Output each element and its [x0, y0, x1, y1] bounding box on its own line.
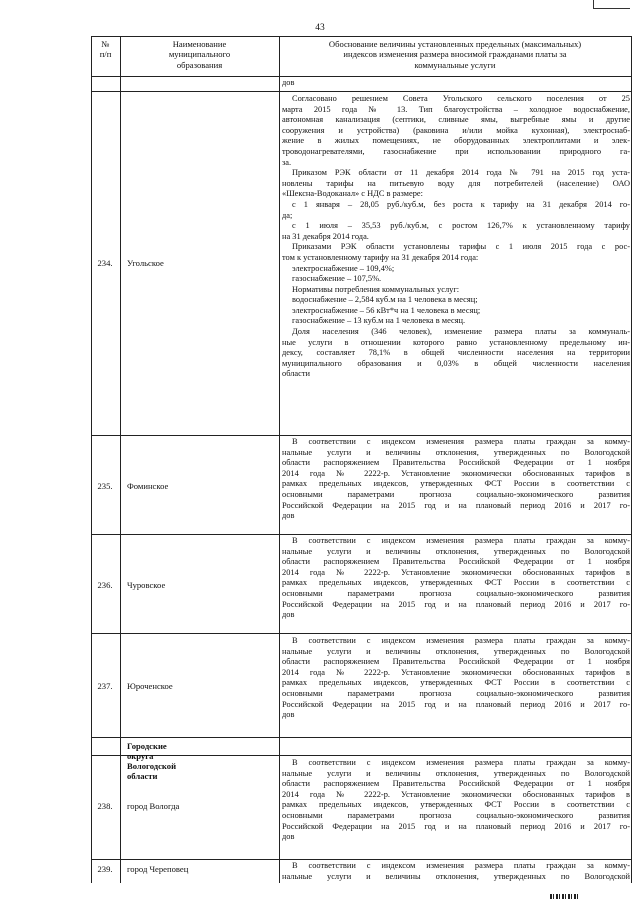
municipality-name: Чуровское: [127, 580, 166, 590]
text-line: 2014 года № 2222-р. Установление экономически обоснованных тарифов в: [282, 468, 630, 478]
header-name: Наименование муниципального образования: [168, 39, 231, 70]
text-line: да;: [282, 210, 293, 220]
basis-text: [282, 437, 630, 522]
text-line: 2014 года № 2222-р. Установление экономически обоснованных тарифов в: [282, 667, 630, 677]
municipality-name: город Череповец: [127, 864, 189, 874]
text-line: В соответствии с индексом изменения размера платы граждан за комму-: [292, 536, 630, 545]
text-line: Приказом РЭК области от 11 декабря 2014 года № 791 на 2015 год уста-: [292, 168, 630, 178]
basis-text: [282, 636, 630, 721]
text-line: основными параметрами прогноза социально-экономического развития: [282, 588, 630, 598]
municipality-name: Угольское: [127, 258, 164, 268]
text-line: области распоряжением Правительства Российской Федерации от 1 ноября: [282, 557, 630, 567]
text-line: нальные услуги и величины отклонения, утвержденных по Вологодской: [282, 646, 630, 656]
table-rule: [91, 633, 631, 634]
text-line: ные услуги в отношении которого равно установленному предельному ин-: [282, 337, 630, 347]
municipality-name: Юроченское: [127, 681, 173, 691]
text-line: Российской Федерации на 2015 год и на плановый период 2016 и 2017 го-: [282, 599, 630, 609]
text-line: электроснабжение – 109,4%;: [292, 263, 395, 273]
table-rule: [91, 36, 631, 37]
table-rule: [91, 36, 92, 883]
basis-text: [282, 861, 630, 882]
text-line: В соответствии с индексом изменения размера платы граждан за комму-: [292, 861, 630, 870]
row-number: 235.: [97, 481, 113, 491]
text-line: марта 2015 года № 13. Тип благоустройства – холодное водоснабжение,: [282, 104, 630, 114]
text-line: дов: [282, 610, 295, 620]
text-line: с 1 июля – 35,53 руб./куб.м, с ростом 126,7% к установленному тарифу: [292, 221, 630, 231]
text-line: нальные услуги и величины отклонения, утвержденных по Вологодской: [282, 768, 630, 778]
table-rule: [631, 36, 632, 883]
basis-text: [282, 758, 630, 843]
row-number: 238.: [97, 801, 113, 811]
text-line: нальные услуги и величины отклонения, утвержденных по Вологодской: [282, 871, 630, 881]
text-line: Российской Федерации на 2015 год и на плановый период 2016 и 2017 го-: [282, 821, 630, 831]
text-line: троводонагревателями, газоснабжение при использовании природного га-: [282, 146, 630, 156]
text-line: 2014 года № 2222-р. Установление экономически обоснованных тарифов в: [282, 789, 630, 799]
header-num: № п/п: [99, 39, 112, 60]
table-rule: [279, 36, 280, 883]
row-number: 236.: [97, 580, 113, 590]
text-line: Доля населения (346 человек), изменение размера платы за коммуналь-: [292, 327, 630, 337]
text-line: Российской Федерации на 2015 год и на плановый период 2016 и 2017 го-: [282, 500, 630, 510]
continued-text: [282, 78, 630, 89]
row-number: 237.: [97, 681, 113, 691]
text-line: Нормативы потребления коммунальных услуг:: [292, 284, 460, 294]
text-line: муниципального образования и 0,03% в общей численности населения: [282, 358, 630, 368]
text-line: основными параметрами прогноза социально-экономического развития: [282, 810, 630, 820]
table-rule: [91, 76, 631, 77]
text-line: том к установленному тарифу на 31 декабря 2014 года:: [282, 252, 479, 262]
text-line: водоснабжение – 2,584 куб.м на 1 человека в месяц;: [292, 295, 478, 305]
table-rule: [91, 435, 631, 436]
text-line: жение в жилых помещениях, не оборудованных электроплитами и элек-: [282, 136, 630, 146]
row-number: 234.: [97, 258, 113, 268]
text-line: газоснабжение – 107,5%.: [292, 274, 382, 284]
text-line: на 31 декабря 2014 года.: [282, 231, 369, 241]
text-line: основными параметрами прогноза социально-экономического развития: [282, 489, 630, 499]
text-line: нальные услуги и величины отклонения, утвержденных по Вологодской: [282, 447, 630, 457]
municipality-name: Фоминское: [127, 481, 169, 491]
table-rule: [120, 36, 121, 883]
corner-mark: [593, 0, 630, 9]
text-line: области распоряжением Правительства Российской Федерации от 1 ноября: [282, 779, 630, 789]
text-line: В соответствии с индексом изменения размера платы граждан за комму-: [292, 758, 630, 767]
text-line: электроснабжение – 56 кВт*ч на 1 человека в месяц;: [292, 305, 481, 315]
table-rule: [91, 737, 631, 738]
text-line: «Шексна-Водоканал» с НДС в размере:: [282, 189, 423, 199]
text-line: Приказами РЭК области установлены тарифы с 1 июля 2015 года с рос-: [292, 242, 630, 252]
basis-text: [282, 536, 630, 621]
text-line: дов: [282, 832, 295, 842]
text-line: В соответствии с индексом изменения размера платы граждан за комму-: [292, 437, 630, 446]
table-rule: [91, 91, 631, 92]
text-line: области распоряжением Правительства Российской Федерации от 1 ноября: [282, 657, 630, 667]
text-line: 2014 года № 2222-р. Установление экономически обоснованных тарифов в: [282, 567, 630, 577]
text-line: Российской Федерации на 2015 год и на плановый период 2016 и 2017 го-: [282, 699, 630, 709]
text-line: рамках предельных индексов, утвержденных ФСТ России в соответствии с: [282, 678, 630, 688]
text-line: дов: [282, 511, 295, 521]
text-line: за.: [282, 157, 292, 167]
municipality-name: город Вологда: [127, 801, 180, 811]
basis-text: [282, 94, 630, 380]
text-line: дексу, составляет 78,1% в общей численности населения на территории: [282, 348, 630, 358]
text-line: с 1 января – 28,05 руб./куб.м, без роста к тарифу на 31 декабря 2014 го-: [292, 199, 630, 209]
table-rule: [91, 534, 631, 535]
text-line: дов: [282, 78, 295, 87]
text-line: дов: [282, 710, 295, 720]
section-title: Городские округа Вологодской области: [127, 741, 177, 781]
page-number: 43: [315, 23, 325, 33]
text-line: основными параметрами прогноза социально-экономического развития: [282, 688, 630, 698]
text-line: области: [282, 369, 310, 379]
text-line: газоснабжение – 13 куб.м на 1 человека в месяц.: [292, 316, 466, 326]
row-number: 239.: [97, 864, 113, 874]
text-line: нальные услуги и величины отклонения, утвержденных по Вологодской: [282, 546, 630, 556]
text-line: рамках предельных индексов, утвержденных ФСТ России в соответствии с: [282, 800, 630, 810]
text-line: Согласовано решением Совета Угольского сельского поселения от 25: [292, 94, 630, 103]
header-basis: Обоснование величины установленных предельных (максимальных) индексов изменения размера вносимой гражданами платы за коммунальные услуги: [328, 39, 582, 70]
text-line: сооружения и устройства) (раковина и/или мойка кухонная), электроснаб-: [282, 125, 630, 135]
barcode-mark: [550, 894, 580, 899]
table-rule: [91, 859, 631, 860]
text-line: области распоряжением Правительства Российской Федерации от 1 ноября: [282, 458, 630, 468]
text-line: новлены тарифы на питьевую воду для потребителей (население) ОАО: [282, 178, 630, 188]
text-line: рамках предельных индексов, утвержденных ФСТ России в соответствии с: [282, 578, 630, 588]
text-line: автономная канализация (септики, сливные ямы, выгребные ямы и другие: [282, 115, 630, 125]
text-line: рамках предельных индексов, утвержденных ФСТ России в соответствии с: [282, 479, 630, 489]
text-line: В соответствии с индексом изменения размера платы граждан за комму-: [292, 636, 630, 645]
